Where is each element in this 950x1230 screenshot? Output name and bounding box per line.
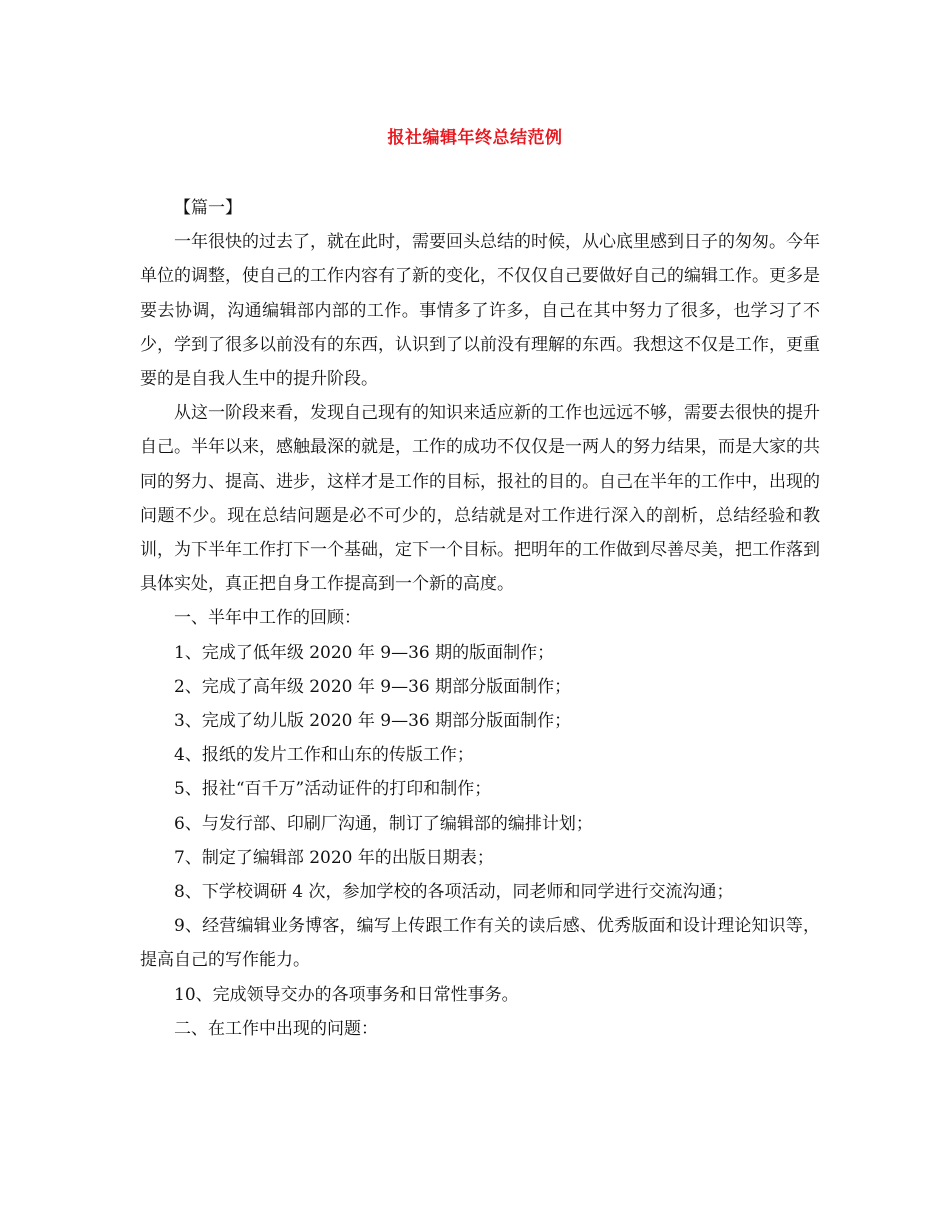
body-paragraph: 一年很快的过去了，就在此时，需要回头总结的时候，从心底里感到日子的匆匆。今年单位的调整，使自己的工作内容有了新的变化，不仅仅自己要做好自己的编辑工作。更多是要去协调，沟通编辑部内部的工作。事情多了许多，自己在其中努力了很多，也学习了不少，学到了很多以前没有的东西，认识到了以前没有理解的东西。我想这不仅是工作，更重要的是自我人生中的提升阶段。: [140, 232, 820, 390]
body-paragraph: 从这一阶段来看，发现自己现有的知识来适应新的工作也远远不够，需要去很快的提升自己。半年以来，感触最深的就是，工作的成功不仅仅是一两人的努力结果，而是大家的共同的努力、提高、进步，这样才是工作的目标，报社的目的。自己在半年的工作中，出现的问题不少。现在总结问题是必不可少的，总结就是对工作进行深入的剖析，总结经验和教训，为下半年工作打下一个基础，定下一个目标。把明年的工作做到尽善尽美，把工作落到具体实处，真正把自身工作提高到一个新的高度。: [140, 403, 820, 595]
list-item: 6、与发行部、印刷厂沟通，制订了编辑部的编排计划；: [174, 813, 593, 834]
list-item: 8、下学校调研 4 次，参加学校的各项活动，同老师和同学进行交流沟通；: [174, 882, 734, 903]
list-item: 9、经营编辑业务博客，编写上传跟工作有关的读后感、优秀版面和设计理论知识等，提高自己的写作能力。: [140, 916, 820, 971]
list-item: 5、报社“百千万”活动证件的打印和制作；: [174, 779, 492, 800]
list-item: 2、完成了高年级 2020 年 9—36 期部分版面制作；: [174, 676, 572, 697]
list-item: 1、完成了低年级 2020 年 9—36 期的版面制作；: [174, 642, 555, 663]
list-item: 7、制定了编辑部 2020 年的出版日期表；: [174, 847, 494, 868]
list-item: 10、完成领导交办的各项事务和日常性事务。: [174, 984, 519, 1005]
list-item: 3、完成了幼儿版 2020 年 9—36 期部分版面制作；: [174, 711, 572, 732]
list-item: 4、报纸的发片工作和山东的传版工作；: [174, 745, 474, 766]
section-heading-review: 一、半年中工作的回顾：: [174, 608, 361, 629]
section-heading-part-one: 【篇一】: [174, 198, 242, 218]
section-heading-problems: 二、在工作中出现的问题：: [174, 1018, 378, 1039]
document-body: [140, 191, 820, 1046]
document-title: 报社编辑年终总结范例: [387, 128, 563, 148]
